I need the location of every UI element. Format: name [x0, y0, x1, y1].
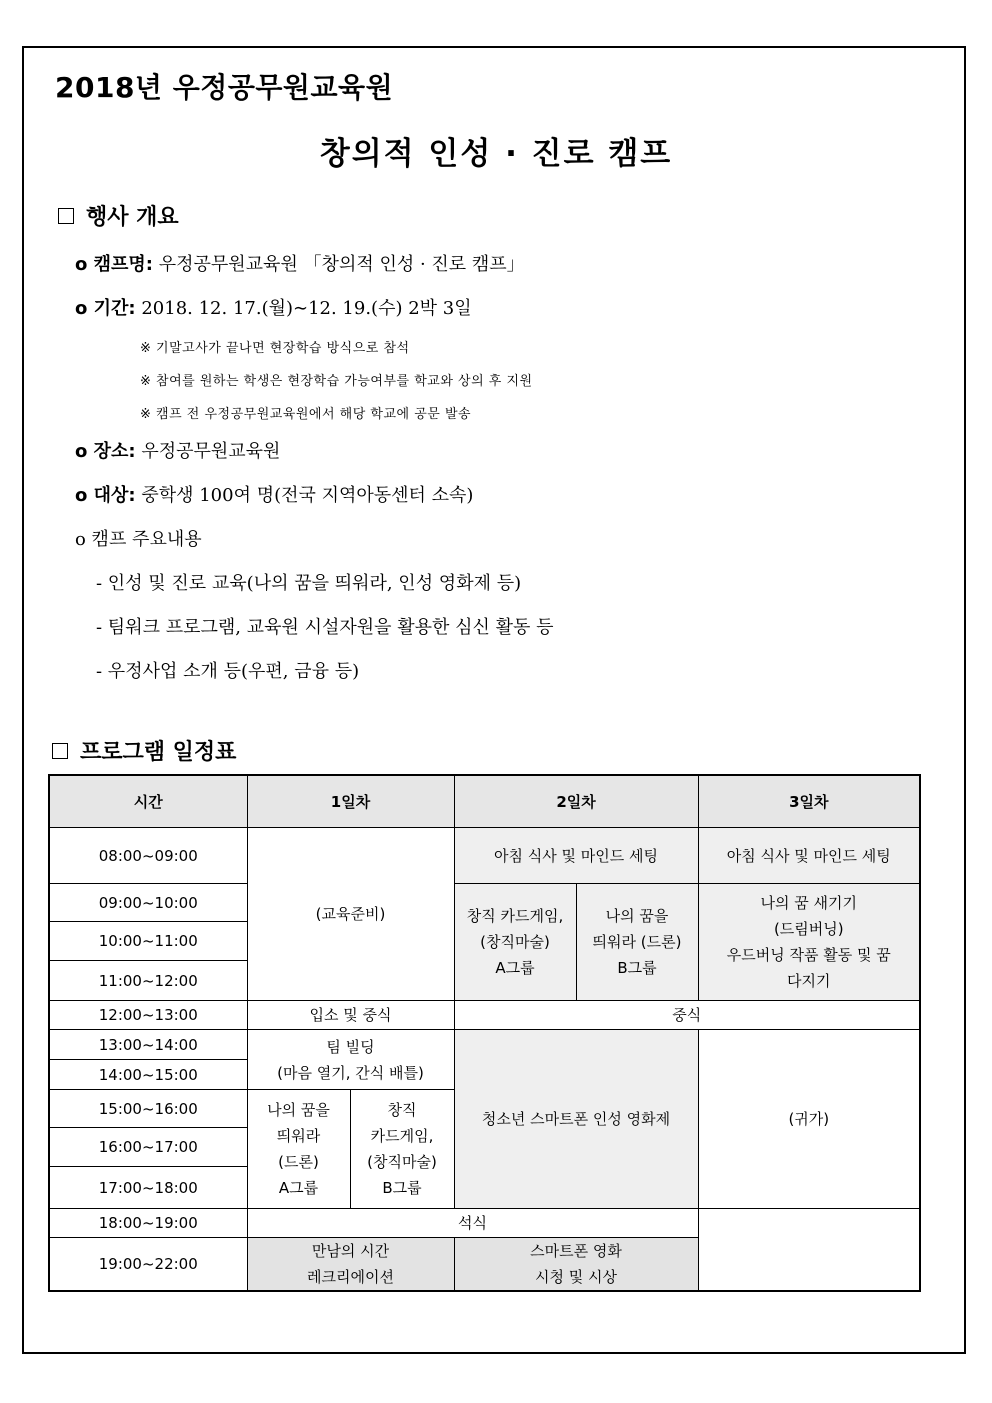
d1-prep-cell: (교육준비): [247, 828, 454, 1001]
period-label: o 기간:: [75, 298, 136, 319]
time-cell: 18:00~19:00: [49, 1209, 247, 1238]
header-day3: 3일차: [698, 775, 920, 828]
d1-pm-group-b-cell: [350, 1090, 454, 1209]
cell-line: 창직: [387, 1101, 417, 1119]
cell-line: A그룹: [278, 1179, 319, 1197]
header-day1: 1일차: [247, 775, 454, 828]
cell-line: 카드게임,: [370, 1127, 434, 1145]
content-label: o 캠프 주요내용: [75, 529, 202, 550]
schedule-table: [48, 774, 921, 1292]
cell-line: 다지기: [787, 972, 831, 990]
table-row: [49, 884, 920, 922]
cell-line: 띄워라 (드론): [592, 933, 682, 951]
table-header-row: [49, 775, 920, 828]
cell-line: 레크리에이션: [307, 1268, 394, 1286]
cell-line: B그룹: [617, 959, 657, 977]
d3-breakfast-cell: 아침 식사 및 마인드 세팅: [698, 828, 920, 884]
d3-empty-cell: [698, 1209, 920, 1292]
table-row: [49, 1001, 920, 1030]
note-1: ※ 기말고사가 끝나면 현장학습 방식으로 참석: [140, 341, 410, 356]
d1-evening-cell: [247, 1238, 454, 1292]
table-row: [49, 1030, 920, 1060]
camp-name-value: 우정공무원교육원 「창의적 인성 · 진로 캠프」: [158, 254, 525, 275]
place-label: o 장소:: [75, 441, 136, 462]
period-line: [75, 294, 472, 320]
header-time: 시간: [49, 775, 247, 828]
note-3: ※ 캠프 전 우정공무원교육원에서 해당 학교에 공문 발송: [140, 407, 472, 422]
document-title: 창의적 인성 · 진로 캠프: [319, 136, 673, 172]
cell-line: 나의 꿈을: [267, 1101, 330, 1119]
place-value: 우정공무원교육원: [141, 441, 281, 462]
time-cell: 10:00~11:00: [49, 922, 247, 961]
square-bullet-icon: [52, 743, 68, 759]
d1-pm-group-a-cell: [247, 1090, 350, 1209]
content-item-2: - 팀워크 프로그램, 교육원 시설자원을 활용한 심신 활동 등: [96, 617, 554, 638]
d2-am-group-a-cell: [454, 884, 576, 1001]
cell-line: 스마트폰 영화: [530, 1242, 622, 1260]
overview-heading-text: 행사 개요: [86, 205, 179, 230]
period-value: 2018. 12. 17.(월)∼12. 19.(수) 2박 3일: [141, 298, 472, 319]
d3-am-cell: [698, 884, 920, 1001]
time-cell: 09:00~10:00: [49, 884, 247, 922]
cell-line: 나의 꿈을: [605, 907, 669, 925]
organization-title: 2018년 우정공무원교육원: [55, 71, 394, 104]
cell-line: A그룹: [495, 959, 535, 977]
cell-line: 창직 카드게임,: [466, 907, 564, 925]
time-cell: 15:00~16:00: [49, 1090, 247, 1128]
d2-lunch-cell: 중식: [454, 1001, 920, 1030]
d3-return-cell: (귀가): [698, 1030, 920, 1209]
content-item-3: - 우정사업 소개 등(우편, 금융 등): [96, 661, 360, 682]
cell-line: (드림버닝): [773, 920, 844, 938]
cell-line: 팀 빌딩: [326, 1037, 375, 1056]
time-cell: 19:00~22:00: [49, 1238, 247, 1292]
camp-name-line: [75, 250, 525, 276]
cell-line: (마음 열기, 간식 배틀): [277, 1063, 424, 1082]
place-line: [75, 437, 280, 463]
cell-line: B그룹: [382, 1179, 422, 1197]
time-cell: 16:00~17:00: [49, 1128, 247, 1167]
time-cell: 11:00~12:00: [49, 961, 247, 1001]
cell-line: (드론): [278, 1153, 319, 1171]
header-day2: 2일차: [454, 775, 698, 828]
d1-team-building-cell: [247, 1030, 454, 1090]
target-line: [75, 481, 473, 507]
cell-line: (창직마술): [367, 1153, 437, 1171]
table-row: [49, 828, 920, 884]
cell-line: 만남의 시간: [311, 1242, 390, 1260]
d1-lunch-cell: 입소 및 중식: [247, 1001, 454, 1030]
schedule-heading-text: 프로그램 일정표: [80, 740, 237, 765]
target-value: 중학생 100여 명(전국 지역아동센터 소속): [141, 485, 474, 506]
cell-line: 띄워라: [276, 1127, 321, 1145]
cell-line: 나의 꿈 새기기: [760, 894, 858, 912]
time-cell: 14:00~15:00: [49, 1060, 247, 1090]
overview-heading: [58, 200, 179, 231]
time-cell: 08:00~09:00: [49, 828, 247, 884]
dinner-cell: 석식: [247, 1209, 698, 1238]
time-cell: 17:00~18:00: [49, 1167, 247, 1209]
note-2: ※ 참여를 원하는 학생은 현장학습 가능여부를 학교와 상의 후 지원: [140, 374, 533, 389]
cell-line: 시청 및 시상: [535, 1268, 618, 1286]
camp-name-label: o 캠프명:: [75, 254, 153, 275]
d2-film-festival-cell: 청소년 스마트폰 인성 영화제: [454, 1030, 698, 1209]
square-bullet-icon: [58, 208, 74, 224]
time-cell: 13:00~14:00: [49, 1030, 247, 1060]
time-cell: 12:00~13:00: [49, 1001, 247, 1030]
d2-am-group-b-cell: [576, 884, 698, 1001]
table-row: [49, 1209, 920, 1238]
d2-evening-cell: [454, 1238, 698, 1292]
cell-line: 우드버닝 작품 활동 및 꿈: [726, 946, 891, 964]
target-label: o 대상:: [75, 485, 136, 506]
cell-line: (창직마술): [480, 933, 550, 951]
content-item-1: - 인성 및 진로 교육(나의 꿈을 띄워라, 인성 영화제 등): [96, 573, 522, 594]
d2-breakfast-cell: 아침 식사 및 마인드 세팅: [454, 828, 698, 884]
schedule-heading: [52, 735, 236, 766]
